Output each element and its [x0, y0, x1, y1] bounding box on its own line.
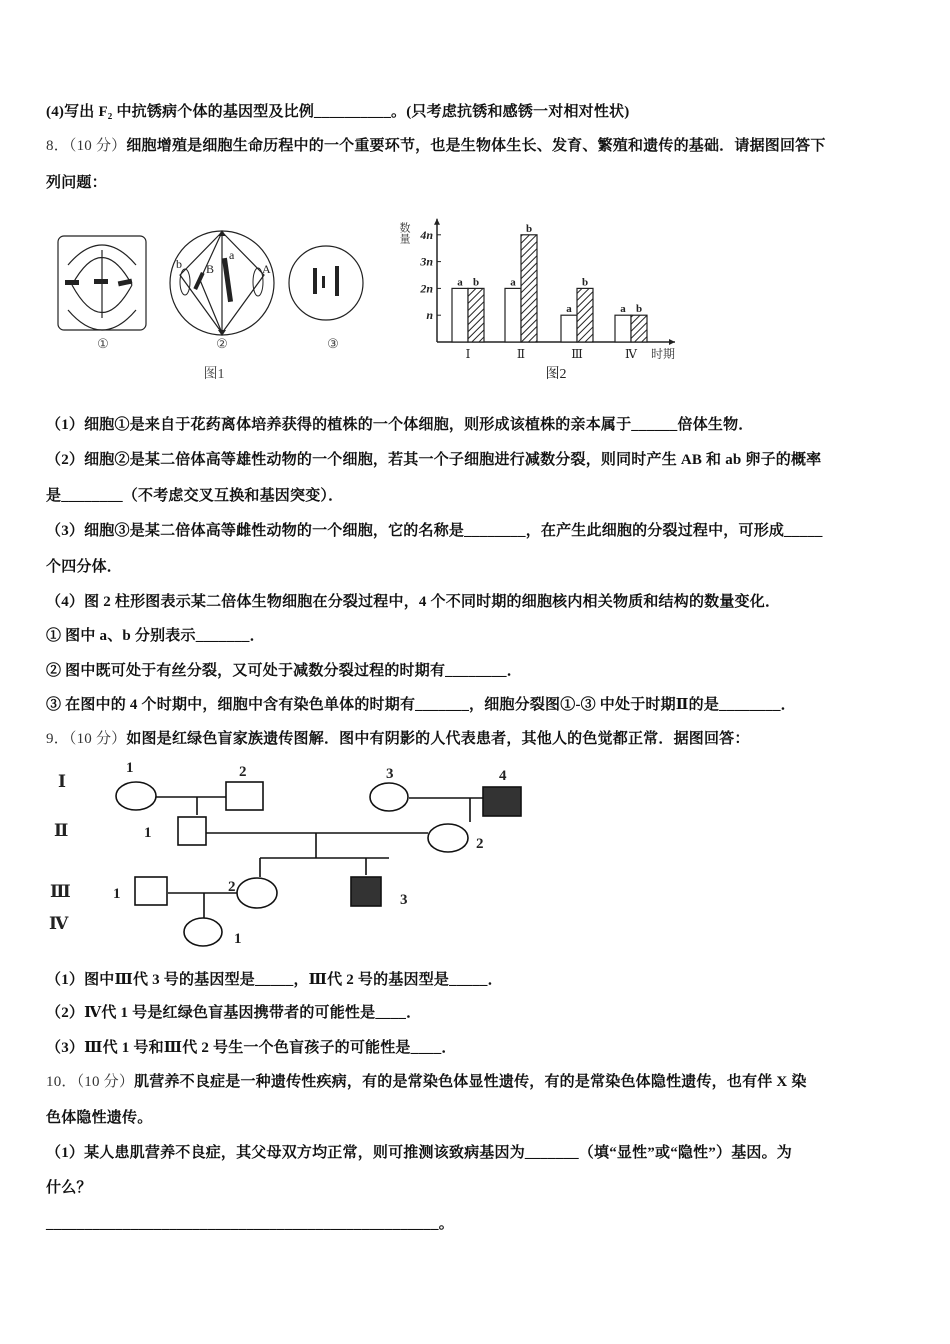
cell-2-label: ② [216, 336, 228, 351]
y-tick-label: 4n [420, 227, 433, 242]
q8-number: 8．（10 分） [46, 138, 127, 154]
q9-part3: （3）Ⅲ代 1 号和Ⅲ代 2 号生一个色盲孩子的可能性是____． [46, 1040, 457, 1056]
q8-part3-line2: 个四分体． [46, 559, 123, 575]
individual-I-2 [226, 782, 263, 810]
q9-intro-text: 如图是红绿色盲家族遗传图解．图中有阴影的人代表患者，其他人的色觉都正常．据图回答： [126, 731, 750, 747]
generation-III: Ⅲ [50, 882, 71, 901]
individual-II-1 [178, 817, 206, 845]
x-axis-label: 时期 [651, 347, 676, 361]
label-II-1: 1 [144, 825, 152, 841]
label-I-1: 1 [126, 760, 134, 776]
x-tick-label: Ⅱ [516, 347, 526, 361]
generation-I: Ⅰ [58, 772, 66, 791]
x-tick-label: Ⅳ [625, 347, 637, 361]
y-axis-label: 数量 [398, 222, 410, 244]
q8-part1: （1）细胞①是来自于花药离体培养获得的植株的一个体细胞，则形成该植株的亲本属于______倍体生物． [46, 417, 754, 433]
bar-label-b: b [525, 222, 533, 235]
bar-label-b: b [472, 276, 480, 289]
q10-part1-line1: （1）某人患肌营养不良症，其父母双方均正常，则可推测该致病基因为_______（填“显性”或“隐性”）基因。为 [46, 1145, 793, 1161]
chart-title: 图2 [545, 367, 567, 382]
cell-3-label: ③ [327, 336, 339, 351]
q10-answer-line: ___________________________________________________。 [46, 1216, 454, 1232]
bar-label-b: b [581, 276, 589, 289]
q9-part1: （1）图中Ⅲ代 3 号的基因型是_____，Ⅲ代 2 号的基因型是_____． [46, 972, 503, 988]
y-tick-label: 2n [420, 281, 433, 296]
gene-label-A: A [262, 262, 271, 276]
x-tick-label: Ⅲ [571, 347, 583, 361]
q9-part2: （2）Ⅳ代 1 号是红绿色盲基因携带者的可能性是____． [46, 1005, 422, 1021]
label-III-1: 1 [113, 886, 121, 902]
label-I-2: 2 [239, 764, 247, 780]
bar-label-a: a [510, 276, 516, 289]
individual-I-4-affected [483, 787, 521, 816]
q8-part3-line1: （3）细胞③是某二倍体高等雌性动物的一个细胞，它的名称是________，在产生此细胞的分裂过程中，可形成_____ [46, 523, 823, 539]
q7-part4: (4)写出 F₂ 中抗锈病个体的基因型及比例__________。(只考虑抗锈和感锈一对相对性状) [46, 104, 630, 120]
bar-label-a: a [566, 303, 572, 316]
individual-I-1 [116, 782, 156, 810]
gene-label-b: b [176, 257, 182, 271]
individual-III-2 [237, 878, 277, 908]
figure-1-caption: 图1 [203, 367, 225, 382]
q8-intro-text: 细胞增殖是细胞生命历程中的一个重要环节，也是生物体生长、发育、繁殖和遗传的基础．请据图回答下 [126, 138, 826, 154]
bar-label-a: a [457, 276, 463, 289]
q10-intro-line2: 色体隐性遗传。 [46, 1110, 153, 1126]
q8-part2-line2: 是________（不考虑交叉互换和基因突变）． [46, 488, 344, 504]
y-tick-label: 3n [420, 254, 433, 269]
q8-part2-line1: （2）细胞②是某二倍体高等雄性动物的一个细胞，若其一个子细胞进行减数分裂，则同时产生 AB 和 ab 卵子的概率 [46, 452, 822, 468]
y-tick-label: n [426, 308, 433, 323]
q9-number: 9．（10 分） [46, 731, 127, 747]
q10-part1-line2: 什么？ [46, 1180, 92, 1196]
label-I-3: 3 [386, 766, 394, 782]
label-III-3: 3 [400, 892, 408, 908]
q8-part4-sub2: ② 图中既可处于有丝分裂，又可处于减数分裂过程的时期有________． [46, 663, 522, 679]
q8-part4: （4）图 2 柱形图表示某二倍体生物细胞在分裂过程中，4 个不同时期的细胞核内相关物质和结构的数量变化． [46, 594, 781, 610]
individual-III-1 [135, 877, 167, 905]
generation-IV: Ⅳ [49, 914, 69, 933]
bar-label-b: b [635, 303, 643, 316]
generation-II: Ⅱ [54, 821, 69, 840]
x-tick-label: Ⅰ [465, 347, 471, 361]
q8-part4-sub3: ③ 在图中的 4 个时期中，细胞中含有染色单体的时期有_______，细胞分裂图①-③ 中处于时期Ⅱ的是________． [46, 697, 796, 713]
individual-I-3 [370, 783, 408, 811]
individual-III-3-affected [351, 877, 381, 906]
label-I-4: 4 [499, 768, 507, 784]
cell-1-label: ① [97, 336, 109, 351]
label-III-2: 2 [228, 879, 236, 895]
label-II-2: 2 [476, 836, 484, 852]
q10-number: 10．（10 分） [46, 1074, 135, 1090]
q8-part4-sub1: ① 图中 a、b 分别表示_______． [46, 628, 265, 644]
q10-intro-text: 肌营养不良症是一种遗传性疾病，有的是常染色体显性遗传，有的是常染色体隐性遗传，也有伴 X 染 [134, 1074, 807, 1090]
bar-label-a: a [620, 303, 626, 316]
q8-intro-line2: 列问题： [46, 175, 107, 191]
gene-label-B: B [206, 262, 215, 276]
gene-label-a: a [229, 248, 235, 262]
individual-II-2 [428, 824, 468, 852]
q10-intro-line1 [46, 1072, 807, 1092]
individual-IV-1 [184, 918, 222, 946]
label-IV-1: 1 [234, 931, 242, 947]
